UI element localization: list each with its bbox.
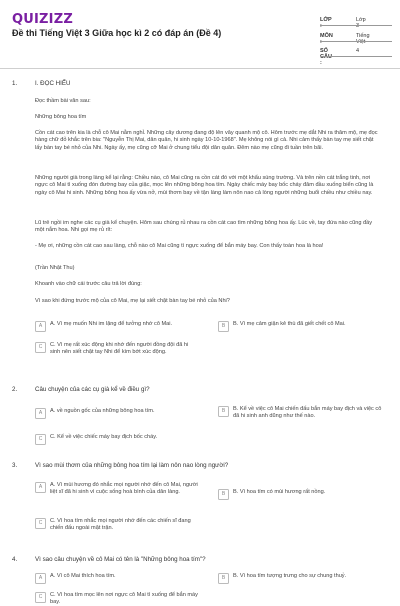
passage-author: (Trần Nhật Thu): [35, 265, 75, 271]
worksheet-header: [0, 0, 400, 70]
info-underline: [320, 41, 392, 42]
option-text: B. Vì mẹ cảm giận kẻ thù đã giết chết cô Mai.: [233, 321, 346, 327]
option-text: C. Vì hoa tím mọc lên nơi ngực cô Mai tì xuống để bắn máy bay.: [50, 592, 198, 605]
option-letter-badge: B: [218, 321, 229, 332]
info-label: LỚP :: [320, 17, 332, 29]
question-number: 1.: [12, 80, 18, 87]
info-value: 4: [356, 48, 360, 54]
question-text: Câu chuyện của các cụ già kể về điều gì?: [35, 386, 150, 393]
option-letter-badge: B: [218, 406, 229, 417]
option-text: A. Vì mẹ muốn Nhi im lặng để tưởng nhớ cô Mai.: [50, 321, 173, 327]
option-text: A. về nguồn gốc của những bông hoa tím.: [50, 408, 155, 414]
info-underline: [320, 56, 392, 57]
question-number: 4.: [12, 556, 18, 563]
option-text: A. Vì cô Mai thích hoa tím.: [50, 573, 116, 579]
quizizz-logo: QUIZIZZ: [12, 12, 73, 27]
option-text: A. Vì mùi hương đó nhắc mọi người nhớ đến cô Mai, người liệt sĩ đã hi sinh vì cuộc sống hoà bình của dân làng.: [50, 482, 198, 495]
passage-instruction: Khoanh vào chữ cái trước câu trả lời đúng:: [35, 281, 142, 287]
option-letter-badge: A: [35, 321, 46, 332]
info-underline: [320, 25, 392, 26]
passage-paragraph: Cồn cát cao trên kia là chỗ cô Mai nằm nghỉ. Những cây dương đang độ lên vây quanh mộ cô. Hôm trước mẹ dắt Nhi ra thăm mộ, mẹ đọc hàng chữ đỏ khắc trên bia: "Nguyễn Thị Mai, dân quân, hi sinh ngày 10-10-1968". Mẹ không nói gì cả. Nhi cảm thấy bàn tay mẹ siết chặt lấy bàn tay bé nhỏ của Nhi. Ngày ấy, mẹ cũng cỡ Mai ở chung tiểu đội dân quân. Đêm nào mẹ cũng đi tuần trên bãi.: [35, 130, 378, 151]
info-label: SỐ CÂU :: [320, 48, 332, 66]
option-text: C. Vì hoa tím nhắc mọi người nhớ đến các chiến sĩ đang chiến đấu ngoài mặt trận.: [50, 518, 191, 531]
option-text: B. Kể về việc cô Mai chiến đấu bắn máy bay địch và việc cô đã hi sinh anh dũng như thế nào.: [233, 406, 382, 419]
question-text: Vì sao khi đứng trước mộ của cô Mai, mẹ lại siết chặt bàn tay bé nhỏ của Nhi?: [35, 298, 230, 304]
answer-option-c[interactable]: [35, 592, 200, 605]
question-text: Vì sao mùi thơm của những bông hoa tím lại làm nôn nao lòng người?: [35, 462, 229, 469]
info-label: MÔN :: [320, 33, 333, 45]
passage-paragraph: Lũ trẻ ngồi im nghe các cụ già kể chuyện. Hôm sau chúng rủ nhau ra cồn cát cao tìm những bông hoa ấy. Lúc về, tay đứa nào cũng đầy một nắm hoa. Nhi gọi mẹ rủ rít:: [35, 220, 373, 234]
header-divider: [0, 68, 400, 69]
option-letter-badge: A: [35, 408, 46, 419]
option-text: C. Vì mẹ rất xúc động khi nhớ đến người đồng đội đã hi sinh nên siết chặt tay Nhi để kìm bớt xúc động.: [50, 342, 189, 355]
passage-paragraph: - Mẹ ơi, những cồn cát cao sau làng, chỗ nào cô Mai cũng tì ngực xuống để bắn máy bay. Con thấy toàn hoa là hoa!: [35, 243, 324, 249]
option-letter-badge: B: [218, 573, 229, 584]
passage-paragraph: Những người già trong làng kể lại rằng: Chiều nào, cô Mai cũng ra cồn cát đó với một khẩu súng trường. Và trên nền cát trắng tinh, nơi ngực cô Mai tì xuống đón đường bay của giặc, mọc lên những bông hoa tím. Ngày chiếc máy bay bốc cháy đâm đầu xuống biển cũng là ngày cô Mai hi sinh. Những bông hoa ấy vừa nở, mùi thơm bay về tận làng làm nôn nao cả lòng người những buổi chiều như chiều nay.: [35, 175, 374, 196]
option-letter-badge: A: [35, 482, 46, 493]
option-letter-badge: C: [35, 342, 46, 353]
info-value: Lớp 3: [356, 17, 366, 29]
option-letter-badge: B: [218, 489, 229, 500]
option-letter-badge: C: [35, 592, 46, 603]
document-title: Đề thi Tiếng Việt 3 Giữa học kì 2 có đáp án (Đề 4): [12, 28, 222, 38]
passage-title: Những bông hoa tím: [35, 114, 87, 120]
option-letter-badge: C: [35, 434, 46, 445]
option-letter-badge: A: [35, 573, 46, 584]
section-heading: I. ĐỌC HIỂU: [35, 80, 71, 87]
option-letter-badge: C: [35, 518, 46, 529]
option-text: B. Vì hoa tím có mùi hương rất nồng.: [233, 489, 326, 495]
option-text: C. Kể về việc chiếc máy bay địch bốc cháy.: [50, 434, 158, 440]
option-text: B. Vì hoa tím tượng trưng cho sự chung thuỷ.: [233, 573, 347, 579]
question-text: Vì sao câu chuyện về cô Mai có tên là "Những bông hoa tím"?: [35, 556, 206, 563]
question-number: 3.: [12, 462, 18, 469]
passage-line: Đọc thầm bài văn sau:: [35, 98, 91, 104]
question-number: 2.: [12, 386, 18, 393]
info-value: Tiếng Việt: [356, 33, 370, 45]
